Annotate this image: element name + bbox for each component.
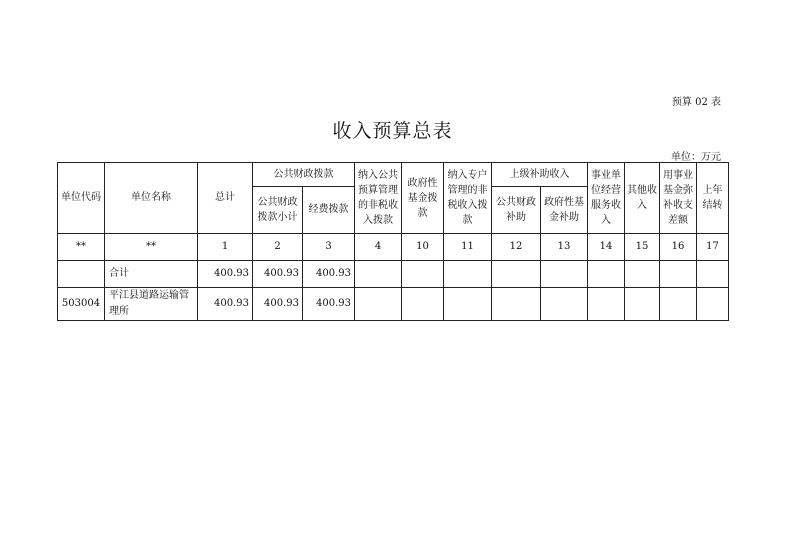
unit-label: 单位：万元 [671,152,721,163]
index-cell: 13 [541,234,588,261]
index-cell: 14 [588,234,625,261]
index-cell: ** [58,234,105,261]
index-cell: 3 [303,234,355,261]
col-public-fiscal-subtotal: 公共财政拨款小计 [253,187,303,234]
col-reserve-fund: 用事业基金弥补收支差额 [660,163,697,234]
cell-public-fiscal-subtotal: 400.93 [253,261,303,288]
cell-empty [492,288,541,321]
index-cell: 1 [198,234,253,261]
index-cell: 16 [660,234,697,261]
cell-public-fiscal-subtotal: 400.93 [253,288,303,321]
cell-name: 合计 [105,261,198,288]
col-business-income: 事业单位经营服务收入 [588,163,625,234]
col-group-public-fiscal: 公共财政拨款 [253,163,355,187]
col-carryover: 上年结转 [697,163,729,234]
cell-empty [402,261,444,288]
cell-operating-funds: 400.93 [303,261,355,288]
cell-empty [355,288,402,321]
cell-empty [402,288,444,321]
cell-empty [541,261,588,288]
index-cell: 15 [625,234,660,261]
cell-empty [588,288,625,321]
col-gov-fund: 政府性基金拨款 [402,163,444,234]
cell-empty [492,261,541,288]
col-unit-code: 单位代码 [58,163,105,234]
form-number: 预算 02 表 [671,97,721,108]
cell-empty [355,261,402,288]
cell-name: 平江县道路运输管理所 [105,288,198,321]
index-cell: 12 [492,234,541,261]
table-row-total [58,261,729,288]
index-cell: 17 [697,234,729,261]
cell-operating-funds: 400.93 [303,288,355,321]
col-superior-public-fiscal: 公共财政补助 [492,187,541,234]
income-budget-table [57,162,729,321]
cell-empty [625,288,660,321]
col-superior-gov-fund: 政府性基金补助 [541,187,588,234]
cell-empty [444,288,492,321]
cell-empty [444,261,492,288]
col-group-superior-subsidy: 上级补助收入 [492,163,588,187]
cell-total: 400.93 [198,288,253,321]
header-row-1 [58,163,729,187]
cell-code [58,261,105,288]
col-special-nontax: 纳入专户管理的非税收入拨款 [444,163,492,234]
cell-total: 400.93 [198,261,253,288]
cell-empty [697,288,729,321]
cell-empty [660,288,697,321]
cell-code: 503004 [58,288,105,321]
col-public-budget-nontax: 纳入公共预算管理的非税收入拨款 [355,163,402,234]
page-title: 收入预算总表 [332,120,453,142]
cell-empty [660,261,697,288]
col-total: 总计 [198,163,253,234]
cell-empty [625,261,660,288]
index-cell: 11 [444,234,492,261]
col-other-income: 其他收入 [625,163,660,234]
cell-empty [697,261,729,288]
index-cell: ** [105,234,198,261]
cell-empty [588,261,625,288]
col-unit-name: 单位名称 [105,163,198,234]
index-cell: 10 [402,234,444,261]
index-cell: 4 [355,234,402,261]
index-row [58,234,729,261]
table-row [58,288,729,321]
col-operating-funds: 经费拨款 [303,187,355,234]
index-cell: 2 [253,234,303,261]
cell-empty [541,288,588,321]
